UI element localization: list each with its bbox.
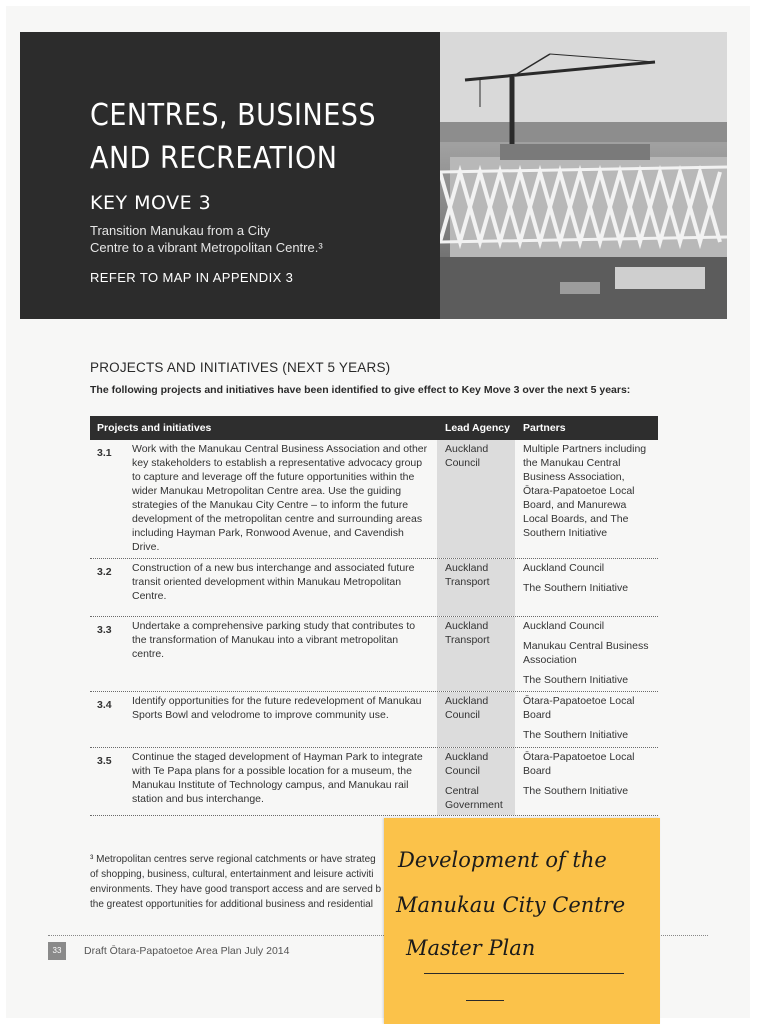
table-row	[90, 692, 658, 748]
title-line-1: CENTRES, BUSINESS	[90, 98, 377, 133]
footnote-line: the greatest opportunities for additional business and residential	[90, 899, 373, 910]
table-row	[90, 748, 658, 816]
footnote-line: environments. They have good transport access and are served b	[90, 884, 382, 895]
row-partners	[515, 692, 658, 747]
sticky-note-line-1: Development of the	[398, 848, 607, 872]
row-partners	[515, 748, 658, 815]
lead-agency: Auckland Council	[445, 443, 489, 469]
row-lead-agency	[437, 440, 515, 558]
header-projects: Projects and initiatives	[97, 422, 212, 434]
header-banner	[20, 32, 727, 319]
row-lead-agency	[437, 692, 515, 747]
row-number: 3.4	[97, 699, 112, 711]
sticky-note-mark	[466, 1000, 504, 1001]
footer-text: Draft Ōtara-Papatoetoe Area Plan July 2014	[84, 945, 290, 957]
scan-margin	[750, 0, 768, 1024]
sticky-note-line-2: Manukau City Centre	[396, 893, 626, 917]
row-description: Continue the staged development of Hayman Park to integrate with Te Papa plans for a possible location for a museum, the Manukau Institute of Technology campus, and Manukau rail station and bus interchange.	[132, 751, 423, 805]
partner: Ōtara-Papatoetoe Local Board	[523, 751, 635, 777]
construction-photo-illustration	[440, 32, 727, 319]
partner: Auckland Council	[523, 562, 605, 574]
table-header	[90, 416, 658, 440]
section-intro: The following projects and initiatives have been identified to give effect to Key Move 3 over the next 5 years:	[90, 384, 631, 396]
lead-agency: Auckland Transport	[445, 562, 490, 588]
table-row	[90, 617, 658, 692]
key-move-heading: KEY MOVE 3	[90, 192, 212, 214]
footnote	[90, 852, 390, 912]
title-line-2: AND RECREATION	[90, 141, 338, 176]
map-reference: REFER TO MAP IN APPENDIX 3	[90, 270, 294, 285]
partner: The Southern Initiative	[523, 674, 629, 686]
partner: Multiple Partners including the Manukau Central Business Association, Ōtara-Papatoetoe Local Board, and Manurewa Local Boards, and The Southern Initiative	[523, 443, 647, 539]
row-description: Identify opportunities for the future redevelopment of Manukau Sports Bowl and velodrome to improve community use.	[132, 695, 422, 721]
construction-photo	[440, 32, 727, 319]
row-lead-agency	[437, 617, 515, 691]
partner: Manukau Central Business Association	[523, 640, 649, 666]
row-partners	[515, 440, 658, 558]
partner: Auckland Council	[523, 620, 605, 632]
page-title	[90, 94, 420, 180]
row-number: 3.5	[97, 755, 112, 767]
row-partners	[515, 559, 658, 616]
section-heading: PROJECTS AND INITIATIVES (NEXT 5 YEARS)	[90, 360, 391, 375]
sticky-note	[384, 818, 660, 1024]
lead-agency: Auckland Council	[445, 695, 489, 721]
partner: The Southern Initiative	[523, 729, 629, 741]
sticky-note-line-3: Master Plan	[406, 936, 536, 960]
row-lead-agency	[437, 748, 515, 815]
lead-agency: Central Government	[445, 785, 503, 811]
description-line-2: Centre to a vibrant Metropolitan Centre.³	[90, 240, 323, 255]
row-number: 3.2	[97, 566, 112, 578]
lead-agency: Auckland Transport	[445, 620, 490, 646]
row-description: Construction of a new bus interchange and associated future transit oriented development within Manukau Metropolitan Centre.	[132, 562, 415, 602]
lead-agency: Auckland Council	[445, 751, 489, 777]
partner: The Southern Initiative	[523, 785, 629, 797]
row-partners	[515, 617, 658, 691]
table-row	[90, 559, 658, 617]
sticky-note-underline	[424, 973, 624, 974]
row-description: Work with the Manukau Central Business Association and other key stakeholders to establish a representative advocacy group to capture and leverage off the future opportunities within the wider Manukau Metropolitan Centre area. Use the guiding strategies of the Manukau City Centre – to inform the future development of the metropolitan centre and surrounding areas including Hayman Park, Ronwood Avenue, and Cavendish Drive.	[132, 443, 428, 553]
partner: The Southern Initiative	[523, 582, 629, 594]
projects-table	[90, 416, 658, 816]
footnote-line: of shopping, business, cultural, entertainment and leisure activiti	[90, 869, 374, 880]
partner: Ōtara-Papatoetoe Local Board	[523, 695, 635, 721]
footnote-line: ³ Metropolitan centres serve regional catchments or have strateg	[90, 854, 376, 865]
row-lead-agency	[437, 559, 515, 616]
table-row	[90, 440, 658, 559]
key-move-description	[90, 222, 360, 256]
page-number: 33	[48, 942, 66, 960]
header-partners: Partners	[523, 422, 566, 434]
row-description: Undertake a comprehensive parking study that contributes to the transformation of Manukau into a vibrant metropolitan centre.	[132, 620, 416, 660]
row-number: 3.3	[97, 624, 112, 636]
header-lead-agency: Lead Agency	[445, 422, 510, 434]
description-line-1: Transition Manukau from a City	[90, 223, 271, 238]
row-number: 3.1	[97, 447, 112, 459]
